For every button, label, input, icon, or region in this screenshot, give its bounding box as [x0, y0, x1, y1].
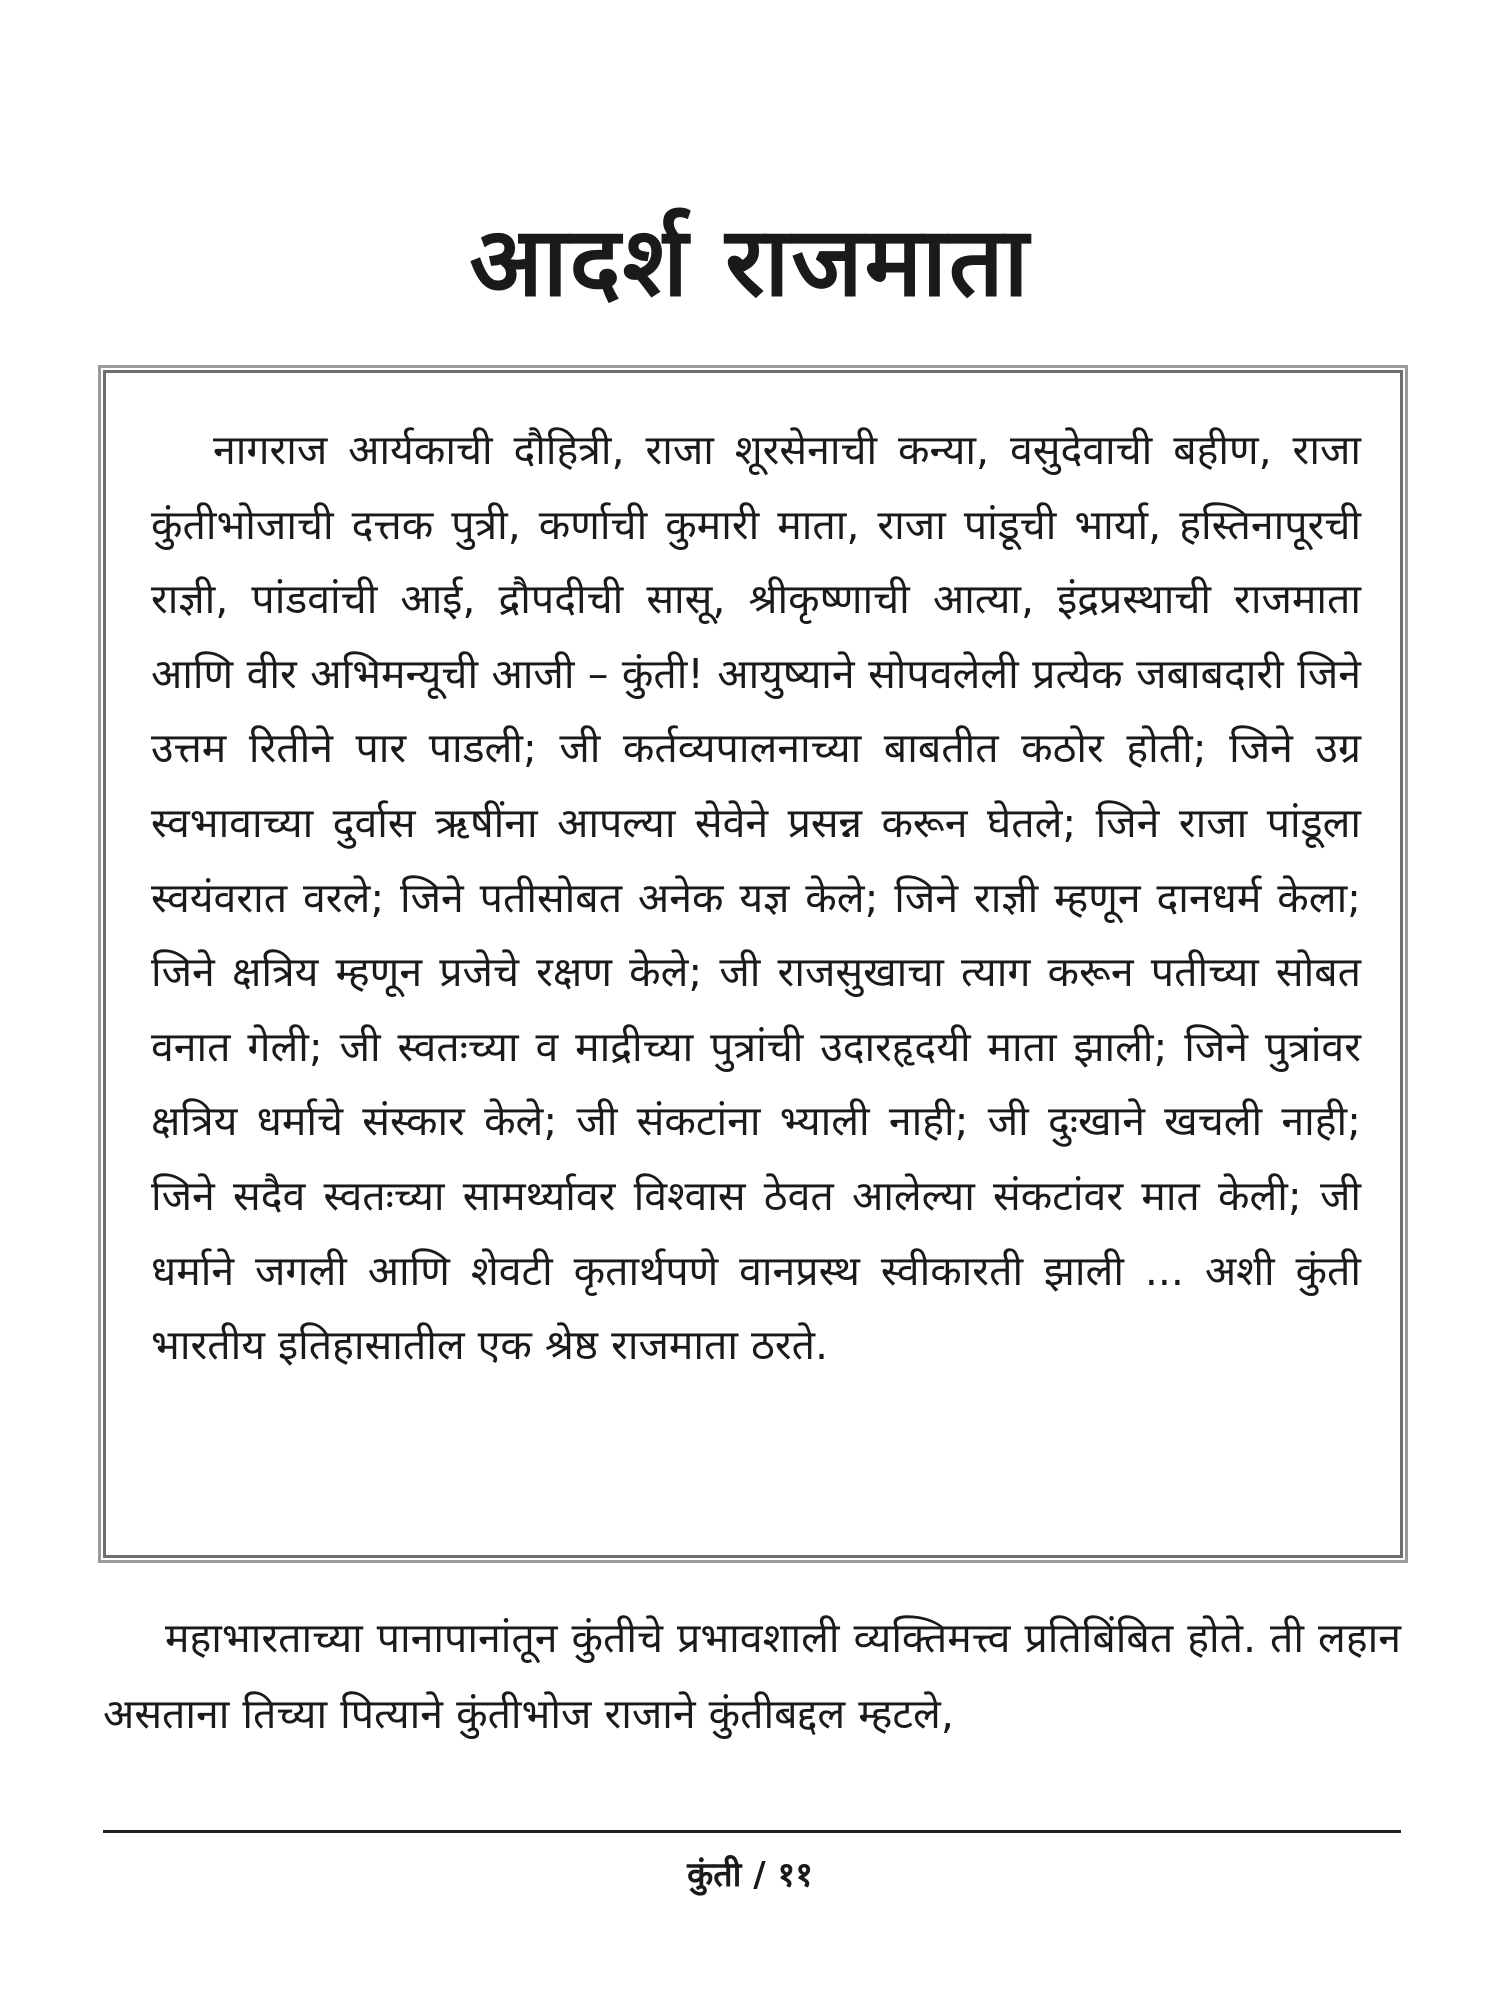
footer-rule — [103, 1830, 1401, 1833]
body-paragraph: महाभारताच्या पानापानांतून कुंतीचे प्रभावशाली व्यक्तिमत्त्व प्रतिबिंबित होते. ती लहान असताना तिच्या पित्याने कुंतीभोज राजाने कुंतीबद्दल म्हटले, — [103, 1614, 1401, 1738]
intro-box — [103, 370, 1403, 1558]
page-title: आदर्श राजमाता — [469, 206, 1031, 318]
page-number: ११ — [777, 1855, 813, 1895]
intro-paragraph: नागराज आर्यकाची दौहित्री, राजा शूरसेनाची कन्या, वसुदेवाची बहीण, राजा कुंतीभोजाची दत्तक पुत्री, कर्णाची कुमारी माता, राजा पांडूची भार्या, हस्तिनापूरची राज्ञी, पांडवांची आई, द्रौपदीची सासू, श्रीकृष्णाची आत्या, इंद्रप्रस्थाची राजमाता आणि वीर अभिमन्यूची आजी – कुंती! आयुष्याने सोपवलेली प्रत्येक जबाबदारी जिने उत्तम रितीने पार पाडली; जी कर्तव्यपालनाच्या बाबतीत कठोर होती; जिने उग्र स्वभावाच्या दुर्वास ऋषींना आपल्या सेवेने प्रसन्न करून घेतले; जिने राजा पांडूला स्वयंवरात वरले; जिने पतीसोबत अनेक यज्ञ केले; जिने राज्ञी म्हणून दानधर्म केला; जिने क्षत्रिय म्हणून प्रजेचे रक्षण केले; जी राजसुखाचा त्याग करून पतीच्या सोबत वनात गेली; जी स्वतःच्या व माद्रीच्या पुत्रांची उदारहृदयी माता झाली; जिने पुत्रांवर क्षत्रिय धर्माचे संस्कार केले; जी संकटांना भ्याली नाही; जी दुःखाने खचली नाही; जिने सदैव स्वतःच्या सामर्थ्यावर विश्वास ठेवत आलेल्या संकटांवर मात केली; जी धर्माने जगली आणि शेवटी कृतार्थपणे वानप्रस्थ स्वीकारती झाली ... अशी कुंती भारतीय इतिहासातील एक श्रेष्ठ राजमाता ठरते. — [151, 426, 1361, 1370]
footer-separator: / — [753, 1855, 766, 1895]
footer-book-title: कुंती — [687, 1855, 742, 1895]
page-footer — [0, 1850, 1500, 1896]
